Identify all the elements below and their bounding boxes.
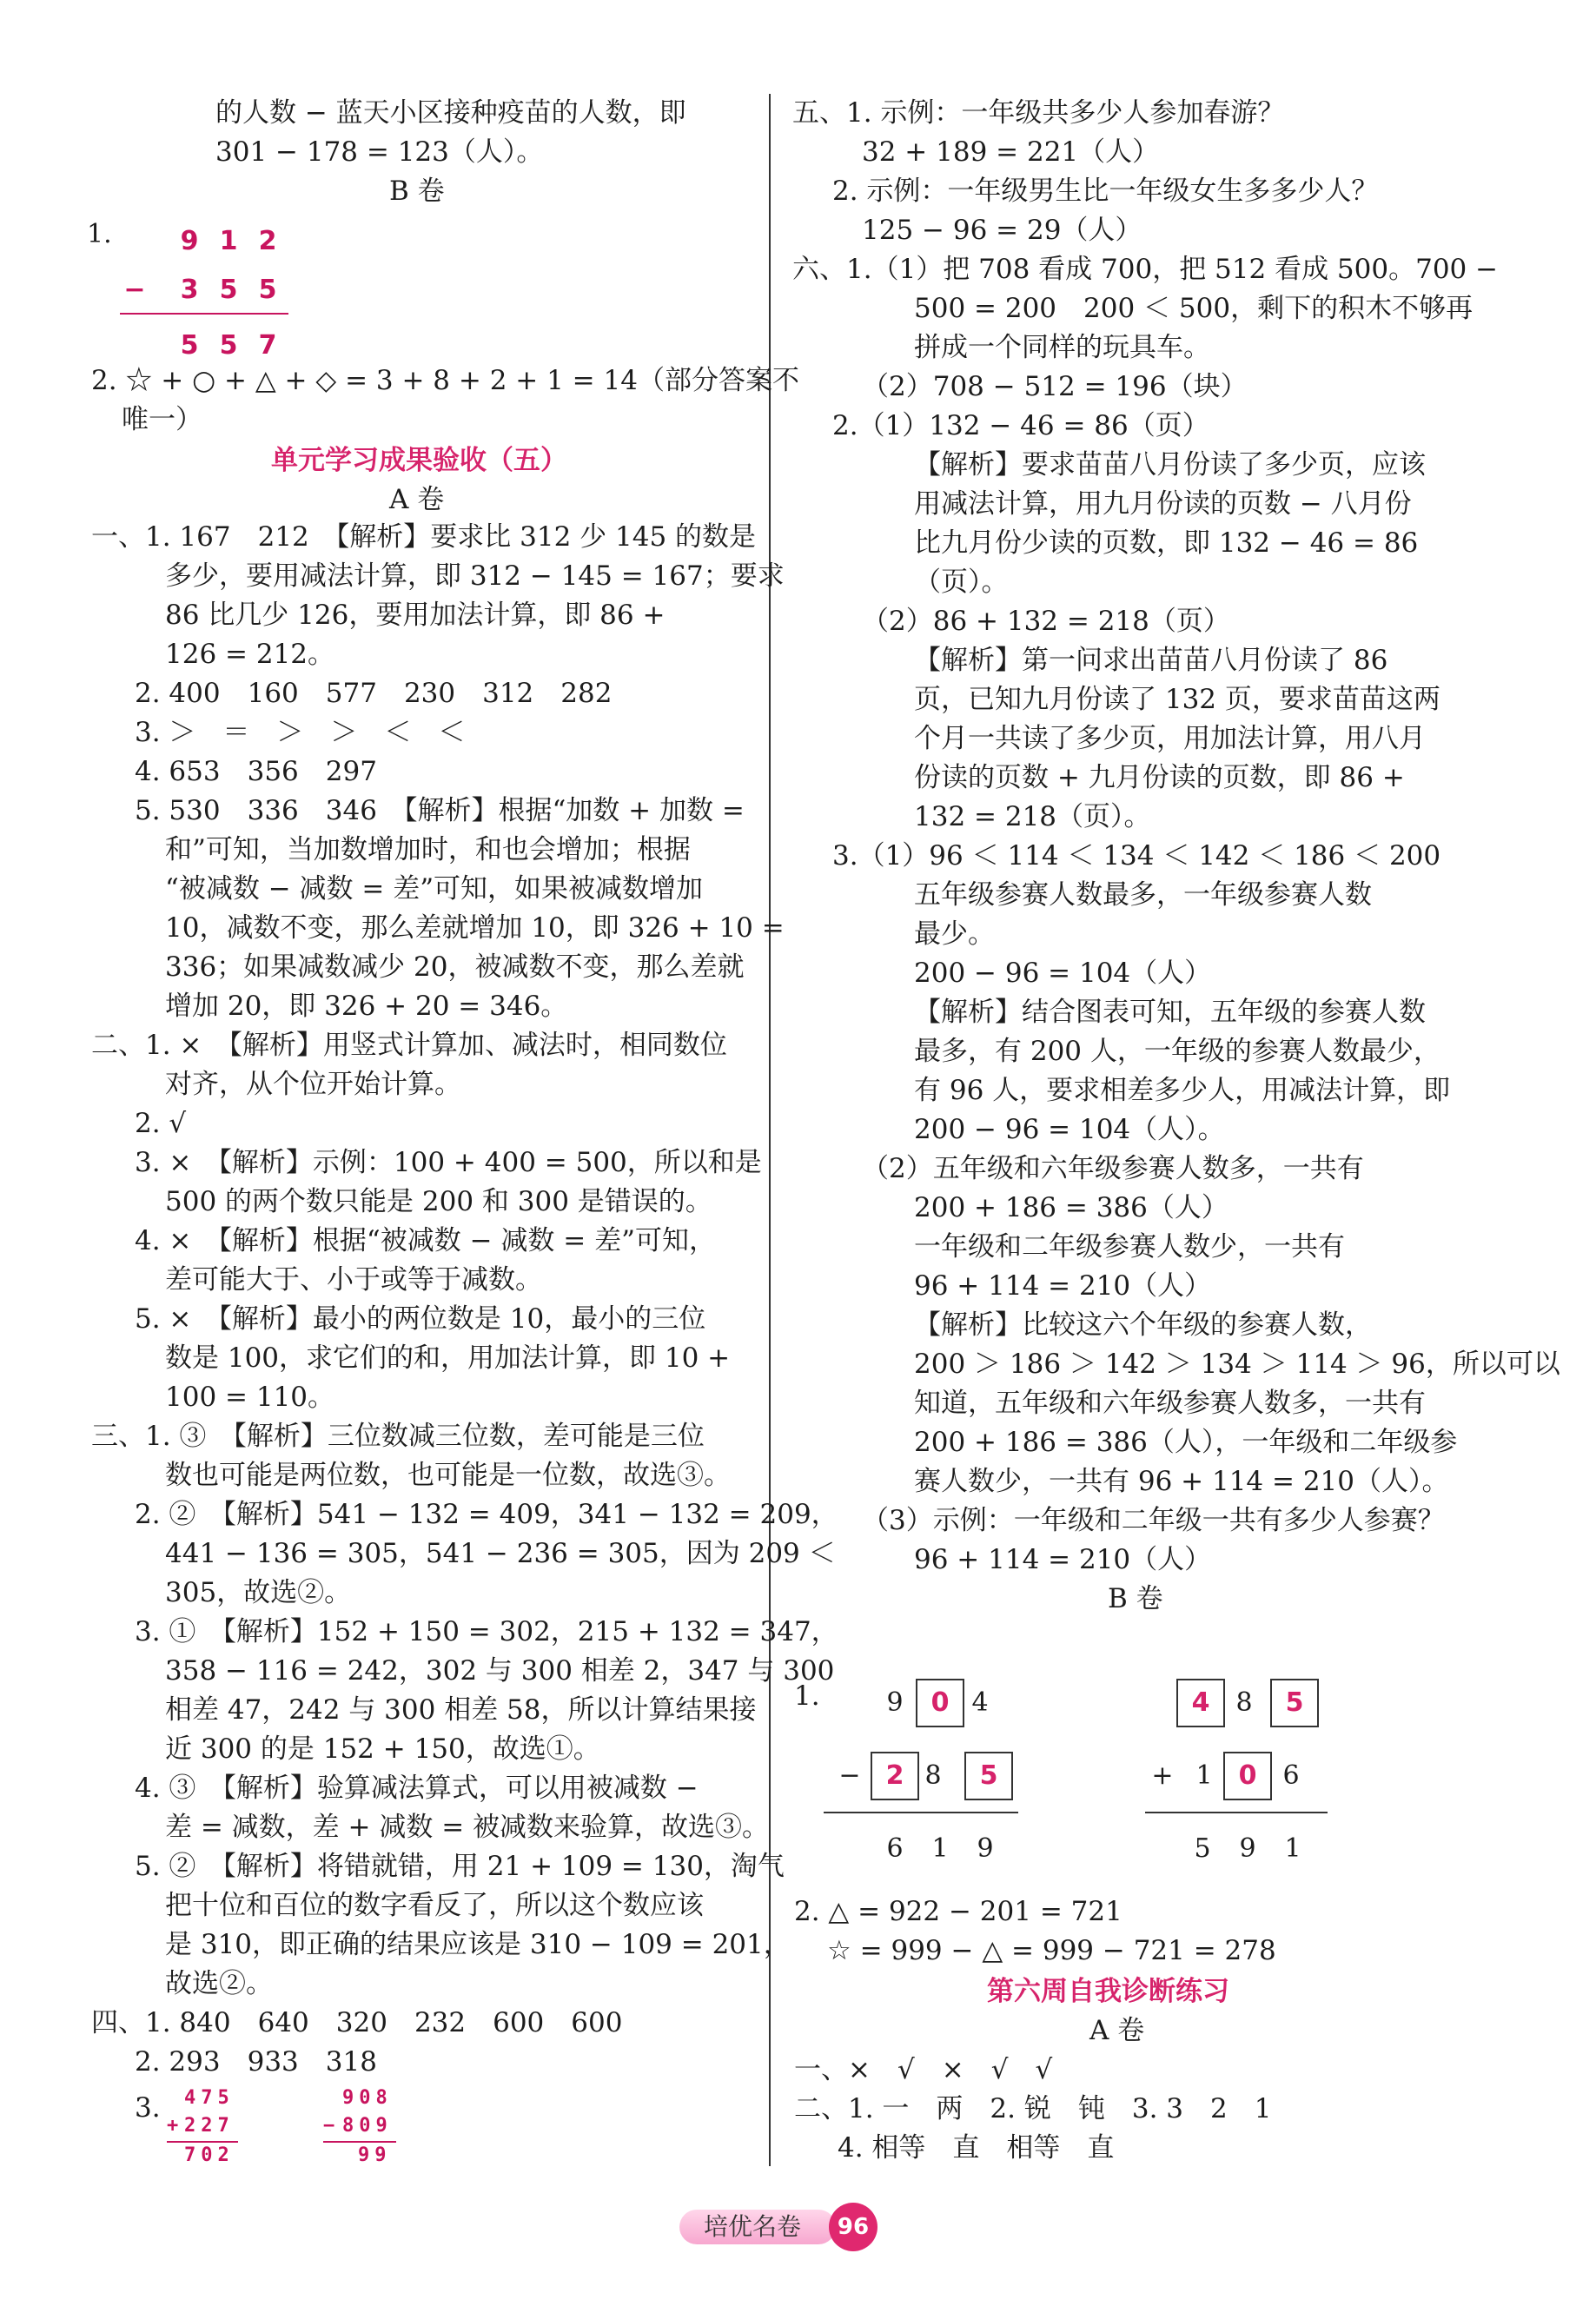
text-line: 441 − 136 = 305，541 − 236 = 305，因为 209 ＜ xyxy=(165,1538,836,1569)
page-number: 96 xyxy=(829,2203,877,2251)
text-line: 5. ② 【解析】将错就错，用 21 + 109 = 130，淘气 xyxy=(135,1851,785,1882)
text-line: 【解析】结合图表可知，五年级的参赛人数 xyxy=(914,997,1426,1028)
result: 702 xyxy=(184,2144,235,2166)
operand: 908 xyxy=(342,2087,393,2109)
text-line: 唯一） xyxy=(122,404,202,435)
text-line: 是 310，即正确的结果应该是 310 − 109 = 201， xyxy=(165,1929,791,1960)
operand: 475 xyxy=(184,2087,235,2109)
digit: 9 xyxy=(180,226,199,256)
text-line: 305，故选②。 xyxy=(165,1577,352,1608)
digit: 5 xyxy=(1194,1833,1211,1864)
text-line: 【解析】第一问求出苗苗八月份读了 86 xyxy=(914,645,1388,676)
text-line: 200 + 186 = 386（人） xyxy=(914,1192,1228,1223)
text-line: 多少，要用减法计算，即 312 − 145 = 167；要求 xyxy=(165,560,785,592)
text-line: 最多，有 200 人，一年级的参赛人数最少， xyxy=(914,1036,1440,1067)
text-line: 86 比几少 126，要用加法计算，即 86 + xyxy=(165,600,666,631)
text-line: 差可能大于、小于或等于减数。 xyxy=(165,1264,542,1296)
text-line: （2）五年级和六年级参赛人数多，一共有 xyxy=(862,1153,1364,1184)
digit: 9 xyxy=(977,1833,994,1864)
digit: 1 xyxy=(1195,1760,1213,1791)
text-line: 把十位和百位的数字看反了，所以这个数应该 xyxy=(165,1890,704,1921)
text-line: 200 + 186 = 386（人），一年级和二年级参 xyxy=(914,1427,1458,1458)
volume-label: A 卷 xyxy=(1089,2015,1145,2046)
text-line: 2. △ = 922 − 201 = 721 xyxy=(794,1896,1122,1927)
text-line: 比九月份少读的页数，即 132 − 46 = 86 xyxy=(914,527,1419,559)
result: 99 xyxy=(358,2144,392,2166)
digit: 1 xyxy=(1284,1833,1301,1864)
text-line: 知道，五年级和六年级参赛人数多，一共有 xyxy=(914,1388,1426,1419)
text-line: 3.（1）96 ＜ 114 ＜ 134 ＜ 142 ＜ 186 ＜ 200 xyxy=(832,840,1441,872)
text-line: 3. ① 【解析】152 + 150 = 302，215 + 132 = 347， xyxy=(135,1616,838,1647)
digit: 8 xyxy=(924,1760,942,1791)
sum-line xyxy=(824,1812,1018,1813)
digit: 5 xyxy=(258,275,277,305)
question-number: 3. xyxy=(135,2092,161,2124)
text-line: 数是 100，求它们的和，用加法计算，即 10 + xyxy=(165,1342,731,1374)
text-line: 4. 653 356 297 xyxy=(135,756,377,787)
digit: 5 xyxy=(180,330,199,361)
answer-box: 5 xyxy=(1270,1679,1319,1727)
text-line: 2. ☆ + ○ + △ + ◇ = 3 + 8 + 2 + 1 = 14（部分答案不 xyxy=(91,365,799,396)
text-line: 五、1. 示例：一年级共多少人参加春游？ xyxy=(792,97,1285,129)
text-line: 对齐，从个位开始计算。 xyxy=(165,1069,461,1100)
volume-label: B 卷 xyxy=(389,176,445,207)
volume-label: A 卷 xyxy=(389,484,445,515)
section-heading: 单元学习成果验收（五） xyxy=(271,445,567,476)
text-line: 有 96 人，要求相差多少人，用减法计算，即 xyxy=(914,1075,1451,1106)
digit: 2 xyxy=(258,226,277,256)
section-heading: 第六周自我诊断练习 xyxy=(987,1976,1229,2007)
digit: 5 xyxy=(219,275,238,305)
text-line: 二、1. 一 两 2. 锐 钝 3. 3 2 1 xyxy=(794,2093,1272,2124)
text-line: 2. 293 933 318 xyxy=(135,2046,377,2078)
text-line: “被减数 − 减数 = 差”可知，如果被减数增加 xyxy=(165,873,704,905)
text-line: 4. ③ 【解析】验算减法算式，可以用被减数 − xyxy=(135,1773,699,1804)
text-line: 200 ＞ 186 ＞ 142 ＞ 134 ＞ 114 ＞ 96，所以可以 xyxy=(914,1349,1560,1380)
text-line: 126 = 212。 xyxy=(165,639,335,670)
text-line: 4. × 【解析】根据“被减数 − 减数 = 差”可知， xyxy=(135,1225,716,1256)
text-line: 2. 示例：一年级男生比一年级女生多多少人？ xyxy=(832,176,1379,207)
text-line: 一年级和二年级参赛人数少，一共有 xyxy=(914,1231,1345,1263)
text-line: 五年级参赛人数最多，一年级参赛人数 xyxy=(914,879,1372,911)
text-line: 500 = 200 200 ＜ 500，剩下的积木不够再 xyxy=(914,293,1473,324)
answer-box: 4 xyxy=(1176,1679,1225,1727)
text-line: 六、1.（1）把 708 看成 700，把 512 看成 500。700 − xyxy=(792,254,1499,285)
text-line: 500 的两个数只能是 200 和 300 是错误的。 xyxy=(165,1186,712,1217)
text-line: 2. 400 160 577 230 312 282 xyxy=(135,678,613,709)
operator: − xyxy=(323,2115,341,2137)
text-line: 近 300 的是 152 + 150，故选①。 xyxy=(165,1733,600,1765)
operator: − xyxy=(123,275,146,305)
text-line: 一、× √ × √ √ xyxy=(794,2054,1053,2085)
digit: 5 xyxy=(219,330,238,361)
text-line: 96 + 114 = 210（人） xyxy=(914,1270,1212,1302)
text-line: 200 − 96 = 104（人） xyxy=(914,958,1212,989)
text-line: 3. ＞ ＝ ＞ ＞ ＜ ＜ xyxy=(135,717,466,748)
operator: + xyxy=(1151,1760,1174,1791)
footer-label: 培优名卷 xyxy=(704,2212,802,2241)
text-line: 差 = 减数，差 + 减数 = 被减数来验算，故选③。 xyxy=(165,1812,770,1843)
text-line: （3）示例：一年级和二年级一共有多少人参赛？ xyxy=(862,1505,1445,1536)
digit: 9 xyxy=(886,1687,904,1718)
question-number: 1. xyxy=(87,219,112,249)
digit: 4 xyxy=(971,1687,989,1718)
text-line: 二、1. × 【解析】用竖式计算加、减法时，相同数位 xyxy=(91,1030,727,1061)
text-line: 页，已知九月份读了 132 页，要求苗苗这两 xyxy=(914,684,1440,715)
text-line: 3. × 【解析】示例：100 + 400 = 500，所以和是 xyxy=(135,1147,762,1178)
text-line: 200 − 96 = 104（人）。 xyxy=(914,1114,1225,1145)
text-line: 301 − 178 = 123（人）。 xyxy=(215,136,544,168)
operator: + xyxy=(167,2115,184,2137)
text-line: 相差 47，242 与 300 相差 58，所以计算结果接 xyxy=(165,1694,757,1726)
text-line: 最少。 xyxy=(914,918,995,950)
digit: 9 xyxy=(1239,1833,1256,1864)
text-line: 一、1. 167 212 【解析】要求比 312 少 145 的数是 xyxy=(91,521,757,553)
text-line: 【解析】比较这六个年级的参赛人数， xyxy=(914,1309,1372,1341)
volume-label: B 卷 xyxy=(1108,1583,1163,1614)
text-line: 用减法计算，用九月份读的页数 − 八月份 xyxy=(914,488,1412,520)
question-number: 1. xyxy=(794,1680,820,1712)
text-line: 100 = 110。 xyxy=(165,1382,335,1413)
text-line: 132 = 218（页）。 xyxy=(914,801,1151,832)
text-line: 赛人数少，一共有 96 + 114 = 210（人）。 xyxy=(914,1466,1449,1497)
text-line: 96 + 114 = 210（人） xyxy=(914,1544,1212,1575)
text-line: 2. ② 【解析】541 − 132 = 409，341 − 132 = 209， xyxy=(135,1499,838,1530)
text-line: 四、1. 840 640 320 232 600 600 xyxy=(91,2007,623,2038)
text-line: 份读的页数 + 九月份读的页数，即 86 + xyxy=(914,762,1405,793)
text-line: 10，减数不变，那么差就增加 10，即 326 + 10 = xyxy=(165,912,785,944)
text-line: 5. 530 336 346 【解析】根据“加数 + 加数 = xyxy=(135,795,745,826)
text-line: 2. √ xyxy=(135,1108,187,1139)
text-line: 增加 20，即 326 + 20 = 346。 xyxy=(165,991,568,1022)
operator: − xyxy=(838,1760,861,1791)
sum-line xyxy=(120,313,288,315)
text-line: （2）86 + 132 = 218（页） xyxy=(862,606,1230,637)
text-line: 2.（1）132 − 46 = 86（页） xyxy=(832,410,1209,441)
text-line: 【解析】要求苗苗八月份读了多少页，应该 xyxy=(914,449,1426,480)
text-line: 数也可能是两位数，也可能是一位数，故选③。 xyxy=(165,1460,731,1491)
text-line: ☆ = 999 − △ = 999 − 721 = 278 xyxy=(827,1935,1276,1966)
digit: 6 xyxy=(1282,1760,1300,1791)
text-line: （页）。 xyxy=(914,567,1009,598)
text-line: 358 − 116 = 242，302 与 300 相差 2，347 与 300 xyxy=(165,1655,835,1687)
digit: 6 xyxy=(886,1833,904,1864)
footer-badge xyxy=(679,2203,883,2251)
text-line: 拼成一个同样的玩具车。 xyxy=(914,332,1210,363)
text-line: 的人数 − 蓝天小区接种疫苗的人数，即 xyxy=(215,97,686,129)
operand: 809 xyxy=(342,2115,393,2137)
digit: 8 xyxy=(1235,1687,1253,1718)
answer-box: 0 xyxy=(916,1679,964,1727)
text-line: 125 − 96 = 29（人） xyxy=(862,215,1142,246)
text-line: （2）708 − 512 = 196（块） xyxy=(862,371,1248,402)
text-line: 336；如果减数减少 20，被减数不变，那么差就 xyxy=(165,951,745,983)
text-line: 故选②。 xyxy=(165,1968,273,1999)
digit: 7 xyxy=(258,330,277,361)
digit: 1 xyxy=(219,226,238,256)
text-line: 和”可知，当加数增加时，和也会增加；根据 xyxy=(165,834,691,865)
text-line: 4. 相等 直 相等 直 xyxy=(838,2132,1115,2164)
sum-line xyxy=(1145,1812,1328,1813)
answer-box: 2 xyxy=(871,1752,919,1800)
text-line: 三、1. ③ 【解析】三位数减三位数，差可能是三位 xyxy=(91,1421,705,1452)
digit: 1 xyxy=(931,1833,949,1864)
text-line: 5. × 【解析】最小的两位数是 10，最小的三位 xyxy=(135,1303,706,1335)
operand: 227 xyxy=(184,2115,235,2137)
answer-box: 5 xyxy=(964,1752,1013,1800)
digit: 3 xyxy=(180,275,199,305)
answer-box: 0 xyxy=(1223,1752,1272,1800)
text-line: 个月一共读了多少页，用加法计算，用八月 xyxy=(914,723,1426,754)
text-line: 32 + 189 = 221（人） xyxy=(862,136,1160,168)
